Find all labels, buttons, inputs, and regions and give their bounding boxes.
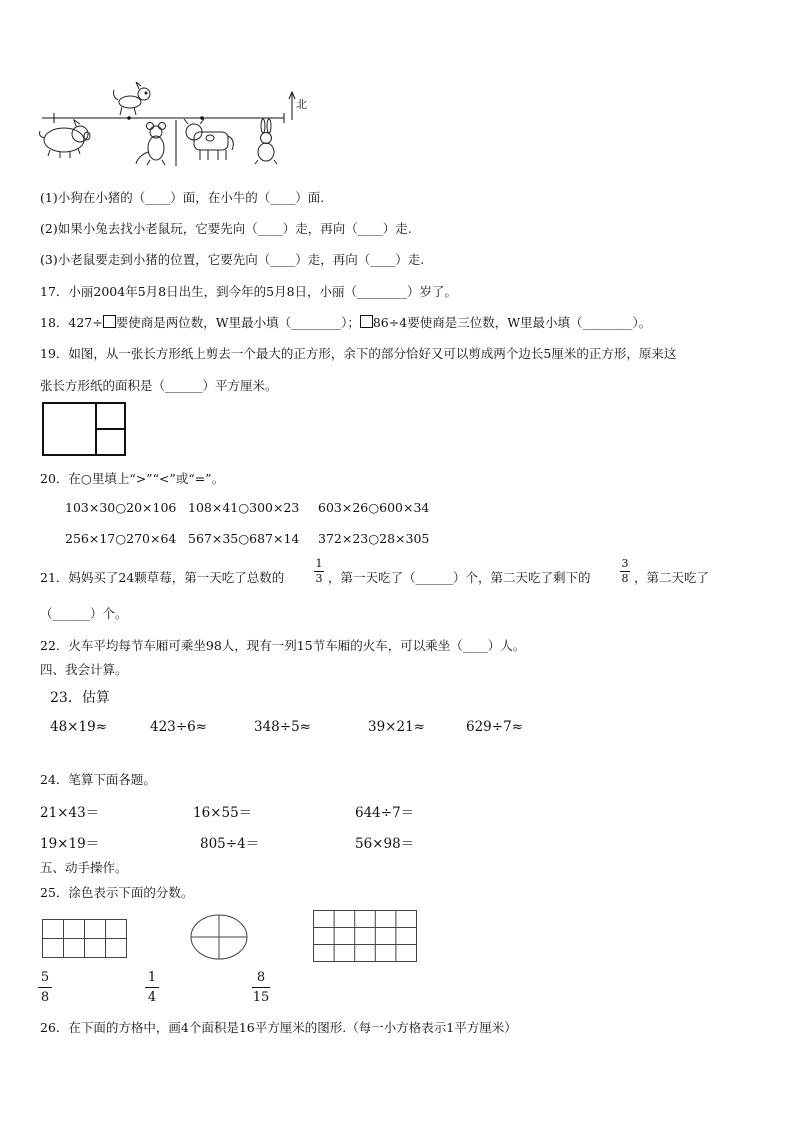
q18-blank-box-2 [360,315,373,328]
q20-item: 103×30○20×106 [65,500,177,515]
q18-part-b: 要使商是两位数，W里最小填（________）； [115,315,360,330]
fraction-numerator: 8 [256,970,266,985]
fraction-numerator: 3 [621,557,629,570]
q16-part1: (1)小狗在小猪的（____）面，在小牛的（____）面. [40,190,325,205]
q20-item: 372×23○28×305 [318,531,430,546]
q23-item: 39×21≈ [368,719,425,735]
q19-line2: 张长方形纸的面积是（______）平方厘米。 [40,378,278,393]
q18-blank-box-1 [103,315,116,328]
q23-title: 23．估算 [50,690,110,706]
q19-line1: 19．如图，从一张长方形纸上剪去一个最大的正方形，余下的部分恰好又可以剪成两个边长5厘米的正方形，原来这 [40,346,677,361]
q16-part2: (2)如果小兔去找小老鼠玩，它要先向（____）走，再向（____）走. [40,221,412,236]
q21-line2: （______）个。 [40,606,128,621]
q24-item: 16×55＝ [193,805,253,821]
fraction-numerator: 5 [40,970,50,985]
fraction-denominator: 3 [315,572,323,585]
pig-figure [40,120,91,158]
cow-figure [184,119,233,160]
q20-title: 20．在○里填上“>”“<”或“=”。 [40,471,225,486]
q24-item: 805÷4＝ [200,836,260,852]
fraction-numerator: 1 [315,557,323,570]
q21-part-b: ，第一天吃了（______）个，第二天吃了剩下的 [328,570,591,585]
q18-part-a: 18．427÷ [40,315,103,330]
q21-part-c: ，第二天吃了 [634,570,710,585]
mouse-figure [136,123,166,166]
q25-fraction-1-4 [145,970,159,1005]
q16-part3: (3)小老鼠要走到小猪的位置，它要先向（____）走，再向（____）走. [40,252,425,267]
q25-fraction-8-15 [252,970,270,1005]
q26-text: 26．在下面的方格中，画4个面积是16平方厘米的图形.（每一小方格表示1平方厘米） [40,1020,517,1035]
fraction-numerator: 1 [147,970,157,985]
q18-text [40,313,651,331]
q20-item: 256×17○270×64 [65,531,177,546]
q25-grid-5x3 [313,910,419,966]
north-label: 北 [296,98,307,111]
q17-text: 17．小丽2004年5月8日出生，到今年的5月8日，小丽（________）岁了。 [40,284,458,299]
q24-item: 19×19＝ [40,836,100,852]
fraction-denominator: 15 [252,990,270,1005]
q21-fraction-1 [314,558,324,585]
q21-fraction-2 [620,558,630,585]
q22-text: 22．火车平均每节车厢可乘坐98人，现有一列15节车厢的火车，可以乘坐（____）人。 [40,638,526,653]
q25-title: 25．涂色表示下面的分数。 [40,885,194,900]
fraction-denominator: 8 [621,572,629,585]
q24-item: 56×98＝ [355,836,415,852]
fraction-denominator: 4 [147,990,157,1005]
q25-grid-4x2 [42,919,132,961]
q24-item: 644÷7＝ [355,805,415,821]
q24-item: 21×43＝ [40,805,100,821]
dog-figure [114,82,151,115]
section4-heading: 四、我会计算。 [40,662,128,677]
rabbit-figure [255,119,277,164]
fraction-denominator: 8 [40,990,50,1005]
animal-position-figure [34,80,364,170]
q25-fraction-5-8 [38,970,52,1005]
q19-rectangle-figure [42,402,132,460]
q23-item: 629÷7≈ [466,719,523,735]
q25-oval-quarters [190,914,250,962]
q21-part-a: 21．妈妈买了24颗草莓，第一天吃了总数的 [40,570,285,585]
q20-item: 567×35○687×14 [188,531,300,546]
q24-title: 24．笔算下面各题。 [40,772,156,787]
q23-item: 423÷6≈ [150,719,207,735]
q23-item: 348÷5≈ [254,719,311,735]
q18-part-c: 86÷4要使商是三位数，W里最小填（________）。 [372,315,652,330]
section5-heading: 五、动手操作。 [40,860,128,875]
q20-item: 603×26○600×34 [318,500,430,515]
q20-item: 108×41○300×23 [188,500,300,515]
q23-item: 48×19≈ [50,719,107,735]
